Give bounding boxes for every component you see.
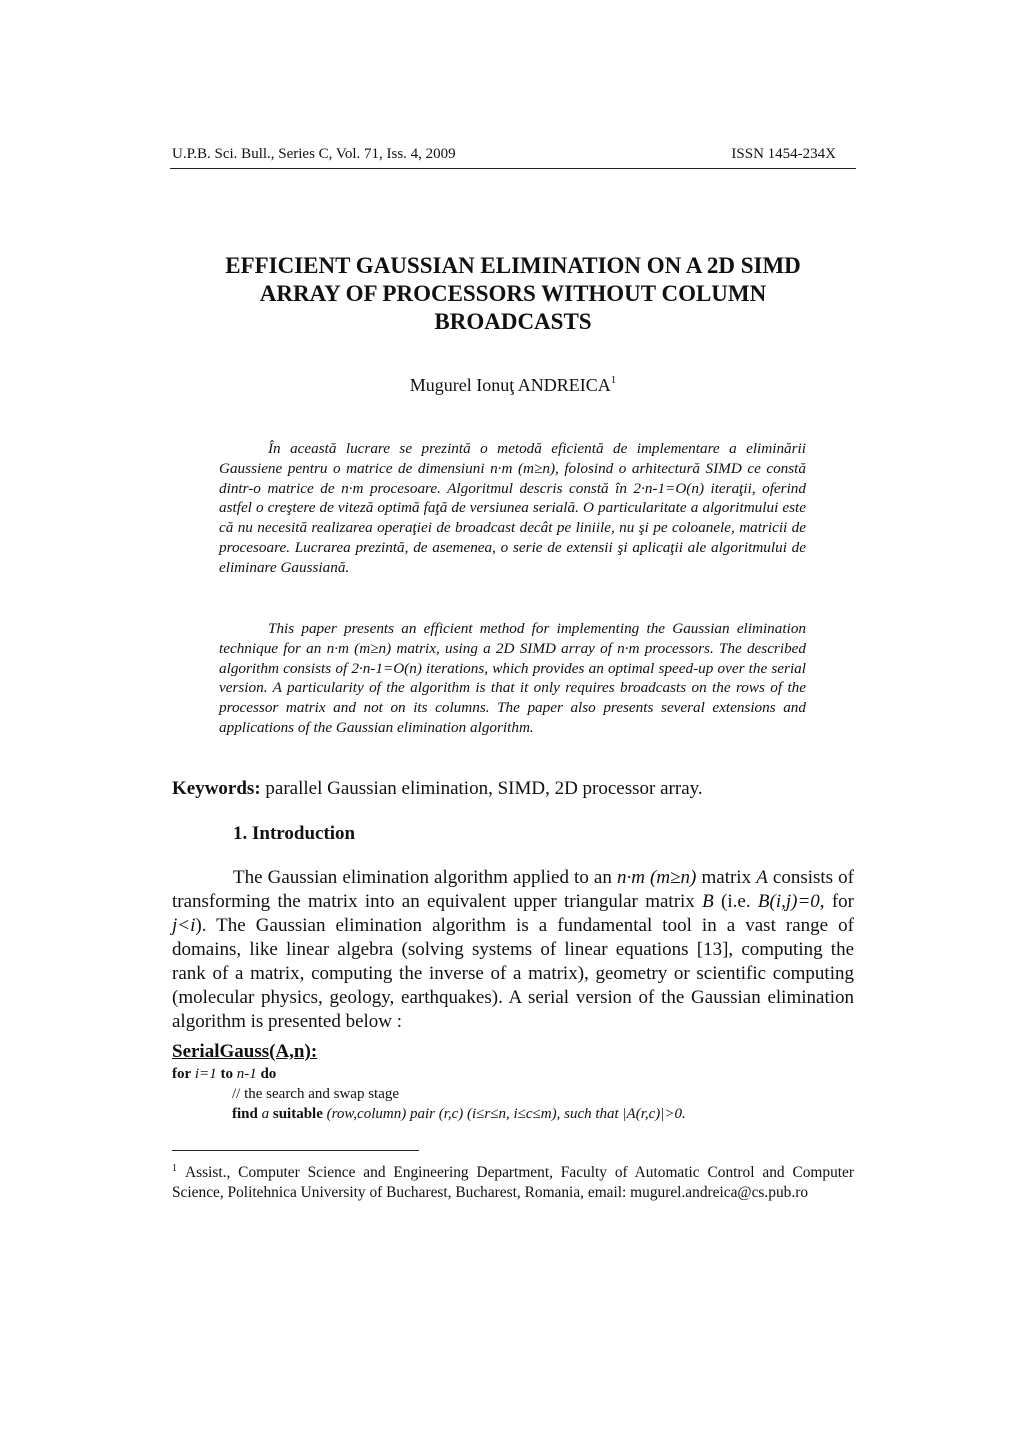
text-run: matrix bbox=[696, 867, 757, 888]
math-inline: A bbox=[756, 867, 768, 888]
algorithm-listing bbox=[172, 1040, 854, 1124]
keyword: do bbox=[260, 1066, 277, 1082]
abstract-romanian-text: În această lucrare se prezintă o metodă eficientă de implementare a eliminării Gaussiene pentru o matrice de dimensiuni n·m (m≥n), folosind o arhitectură SIMD ce constă dintr-o matrice de n·m procesoare. Algoritmul descris constă în 2·n-1=O(n) iteraţii, oferind astfel o creştere de viteză optimă faţă de versiunea serială. O particularitate a algoritmului este că nu necesită realizarea operaţiei de broadcast decât pe liniile, nu şi pe coloanele, matricii de procesoare. Lucrarea prezintă, de asemenea, o serie de extensii şi aplicaţii ale algoritmului de eliminare Gaussiană. bbox=[219, 440, 806, 576]
keyword: to bbox=[220, 1066, 233, 1082]
keyword: find bbox=[232, 1106, 258, 1122]
math-inline: j<i bbox=[172, 915, 196, 936]
text-run: consists of transforming the matrix into an equivalent upper triangular matrix bbox=[172, 867, 855, 912]
footnote bbox=[172, 1159, 854, 1203]
text-run: (i.e. bbox=[713, 891, 758, 912]
keywords-label: Keywords: bbox=[172, 778, 261, 799]
footnote-text: Assist., Computer Science and Engineering Department, Faculty of Automatic Control and Computer Science, Politehnica University of Bucharest, Bucharest, Romania, email: mugurel.andreica@cs.pub.ro bbox=[172, 1164, 854, 1201]
abstract-english-text: This paper presents an efficient method for implementing the Gaussian elimination technique for an n·m (m≥n) matrix, using a 2D SIMD array of n·m processors. The described algorithm consists of 2·n-1=O(n) iterations, which provides an optimal speed-up over the serial version. A particularity of the algorithm is that it only requires broadcasts on the rows of the processor matrix and not on its columns. The paper also presents several extensions and applications of the Gaussian elimination algorithm. bbox=[219, 620, 806, 736]
abstract-romanian bbox=[219, 439, 806, 578]
keyword: for bbox=[172, 1066, 192, 1082]
variable: n-1 bbox=[236, 1066, 257, 1082]
math-inline: B bbox=[702, 891, 714, 912]
running-header bbox=[170, 146, 856, 169]
math-inline: n·m (m≥n) bbox=[616, 867, 697, 888]
keywords-text: parallel Gaussian elimination, SIMD, 2D processor array. bbox=[265, 778, 703, 799]
author-footnote-mark: 1 bbox=[610, 374, 617, 386]
footnote-divider bbox=[172, 1150, 419, 1151]
issn: ISSN 1454-234X bbox=[731, 146, 836, 162]
text-run: The Gaussian elimination algorithm applied to an bbox=[233, 867, 617, 888]
algorithm-line-find bbox=[172, 1104, 854, 1124]
variable: i=1 bbox=[194, 1066, 217, 1082]
keyword: suitable bbox=[272, 1106, 323, 1122]
text-run: , for bbox=[819, 891, 854, 912]
math-inline: B(i,j)=0 bbox=[757, 891, 820, 912]
keywords bbox=[172, 778, 703, 800]
paper-title bbox=[170, 252, 856, 336]
title-line-3: BROADCASTS bbox=[434, 309, 592, 334]
text-run: ). The Gaussian elimination algorithm is a fundamental tool in a vast range of domains, like linear algebra (solving systems of linear equations [13], computing the rank of a matrix, computing the inverse of a matrix), geometry or scientific computing (molecular physics, geology, earthquakes). A serial version of the Gaussian elimination algorithm is presented below : bbox=[172, 915, 854, 1032]
title-line-1: EFFICIENT GAUSSIAN ELIMINATION ON A 2D SIMD bbox=[225, 253, 801, 278]
abstract-english bbox=[219, 619, 806, 738]
footnote-mark: 1 bbox=[172, 1163, 177, 1174]
title-line-2: ARRAY OF PROCESSORS WITHOUT COLUMN bbox=[259, 281, 767, 306]
introduction-paragraph bbox=[172, 866, 854, 1034]
introduction-body bbox=[172, 866, 854, 1034]
author-line bbox=[170, 374, 856, 396]
section-heading: 1. Introduction bbox=[233, 823, 356, 844]
algorithm-name: SerialGauss(A,n): bbox=[172, 1041, 318, 1062]
journal-citation: U.P.B. Sci. Bull., Series C, Vol. 71, Iss. 4, 2009 bbox=[172, 146, 456, 162]
algorithm-line-comment: // the search and swap stage bbox=[232, 1086, 400, 1102]
algorithm-line-for bbox=[172, 1064, 854, 1084]
author-name: Mugurel Ionuţ ANDREICA bbox=[409, 375, 611, 395]
variable: a bbox=[261, 1106, 270, 1122]
variable: (row,column) pair (r,c) (i≤r≤n, i≤c≤m), such that |A(r,c)|>0. bbox=[326, 1106, 686, 1122]
